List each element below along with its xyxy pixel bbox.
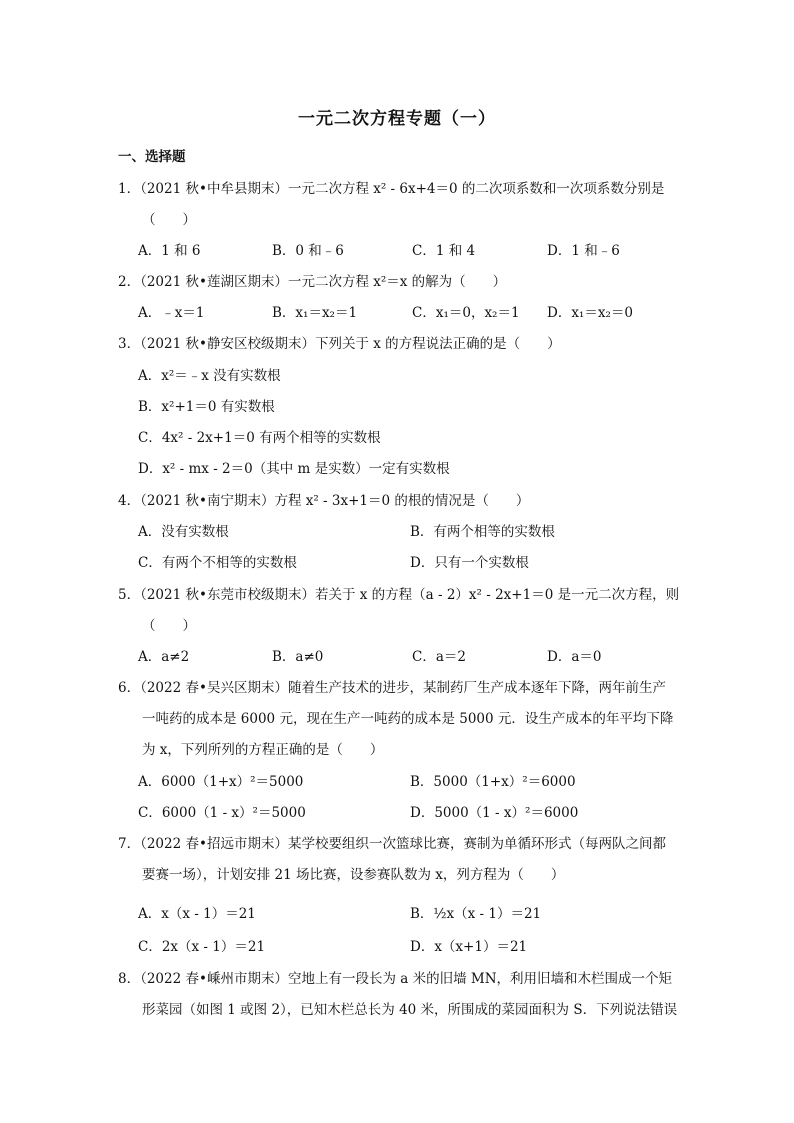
section-heading: 一、选择题 bbox=[118, 149, 186, 165]
question-2-option-d: D．x₁＝x₂＝0 bbox=[547, 305, 633, 321]
question-2-option-c: C．x₁＝0，x₂＝1 bbox=[412, 305, 520, 321]
question-1-paren: （ ） bbox=[142, 212, 196, 228]
question-8-stem-line-2: 形菜园（如图 1 或图 2），已知木栏总长为 40 米，所围成的菜园面积为 S．下列说法错误 bbox=[142, 1002, 678, 1018]
question-6-stem-line-2: 一吨药的成本是 6000 元，现在生产一吨药的成本是 5000 元．设生产成本的年平均下降 bbox=[142, 711, 674, 727]
question-6-stem-line-1: 6．（2022 春•吴兴区期末）随着生产技术的进步，某制药厂生产成本逐年下降，两年前生产 bbox=[118, 680, 666, 696]
question-4-option-c: C．有两个不相等的实数根 bbox=[138, 555, 297, 571]
question-4-stem: 4．（2021 秋•南宁期末）方程 x² - 3x+1＝0 的根的情况是（ ） bbox=[118, 493, 530, 509]
question-5-option-b: B．a≠0 bbox=[272, 649, 324, 665]
question-7-option-c: C．2x（x - 1）＝21 bbox=[138, 939, 266, 955]
question-4-option-a: A．没有实数根 bbox=[138, 524, 229, 540]
question-4-option-d: D．只有一个实数根 bbox=[410, 555, 529, 571]
question-2-stem: 2．（2021 秋•莲湖区期末）一元二次方程 x²＝x 的解为（ ） bbox=[118, 274, 507, 290]
question-5-paren: （ ） bbox=[142, 618, 196, 634]
question-1-option-d: D．1 和﹣6 bbox=[547, 243, 620, 259]
question-5-stem: 5．（2021 秋•东莞市校级期末）若关于 x 的方程（a - 2）x² - 2x+1＝0 是一元二次方程，则 bbox=[118, 587, 680, 603]
question-1-option-a: A．1 和 6 bbox=[138, 243, 201, 259]
question-7-option-d: D．x（x+1）＝21 bbox=[410, 939, 528, 955]
question-7-option-b: B．½x（x - 1）＝21 bbox=[410, 906, 542, 922]
question-7-stem-line-1: 7．（2022 春•招远市期末）某学校要组织一次篮球比赛，赛制为单循环形式（每两队之间都 bbox=[118, 836, 666, 852]
question-6-option-a: A．6000（1+x）²＝5000 bbox=[138, 774, 304, 790]
question-6-option-c: C．6000（1 - x）²＝5000 bbox=[138, 805, 306, 821]
question-6-option-b: B．5000（1+x）²＝6000 bbox=[410, 774, 576, 790]
question-1-option-b: B．0 和﹣6 bbox=[272, 243, 344, 259]
question-7-option-a: A．x（x - 1）＝21 bbox=[138, 906, 256, 922]
question-6-stem-line-3: 为 x，下列所列的方程正确的是（ ） bbox=[142, 742, 384, 758]
question-5-option-a: A．a≠2 bbox=[138, 649, 190, 665]
question-3-option-a: A．x²＝﹣x 没有实数根 bbox=[138, 368, 281, 384]
page-title: 一元二次方程专题（一） bbox=[298, 109, 496, 129]
question-3-option-d: D．x² - mx - 2＝0（其中 m 是实数）一定有实数根 bbox=[138, 461, 450, 477]
question-2-option-a: A．﹣x＝1 bbox=[138, 305, 205, 321]
question-8-stem-line-1: 8．（2022 春•嵊州市期末）空地上有一段长为 a 米的旧墙 MN，利用旧墙和木栏围成一个矩 bbox=[118, 971, 673, 987]
question-4-option-b: B．有两个相等的实数根 bbox=[410, 524, 555, 540]
question-5-option-c: C．a＝2 bbox=[412, 649, 466, 665]
question-2-option-b: B．x₁＝x₂＝1 bbox=[272, 305, 358, 321]
question-3-option-c: C．4x² - 2x+1＝0 有两个相等的实数根 bbox=[138, 430, 381, 446]
question-3-stem: 3．（2021 秋•静安区校级期末）下列关于 x 的方程说法正确的是（ ） bbox=[118, 336, 561, 352]
question-7-stem-line-2: 要赛一场），计划安排 21 场比赛，设参赛队数为 x，列方程为（ ） bbox=[142, 867, 565, 883]
question-6-option-d: D．5000（1 - x）²＝6000 bbox=[410, 805, 579, 821]
question-1-option-c: C．1 和 4 bbox=[412, 243, 476, 259]
question-5-option-d: D．a＝0 bbox=[547, 649, 602, 665]
question-1-stem: 1．（2021 秋•中牟县期末）一元二次方程 x² - 6x+4＝0 的二次项系数和一次项系数分别是 bbox=[118, 181, 665, 197]
question-3-option-b: B．x²+1＝0 有实数根 bbox=[138, 399, 275, 415]
